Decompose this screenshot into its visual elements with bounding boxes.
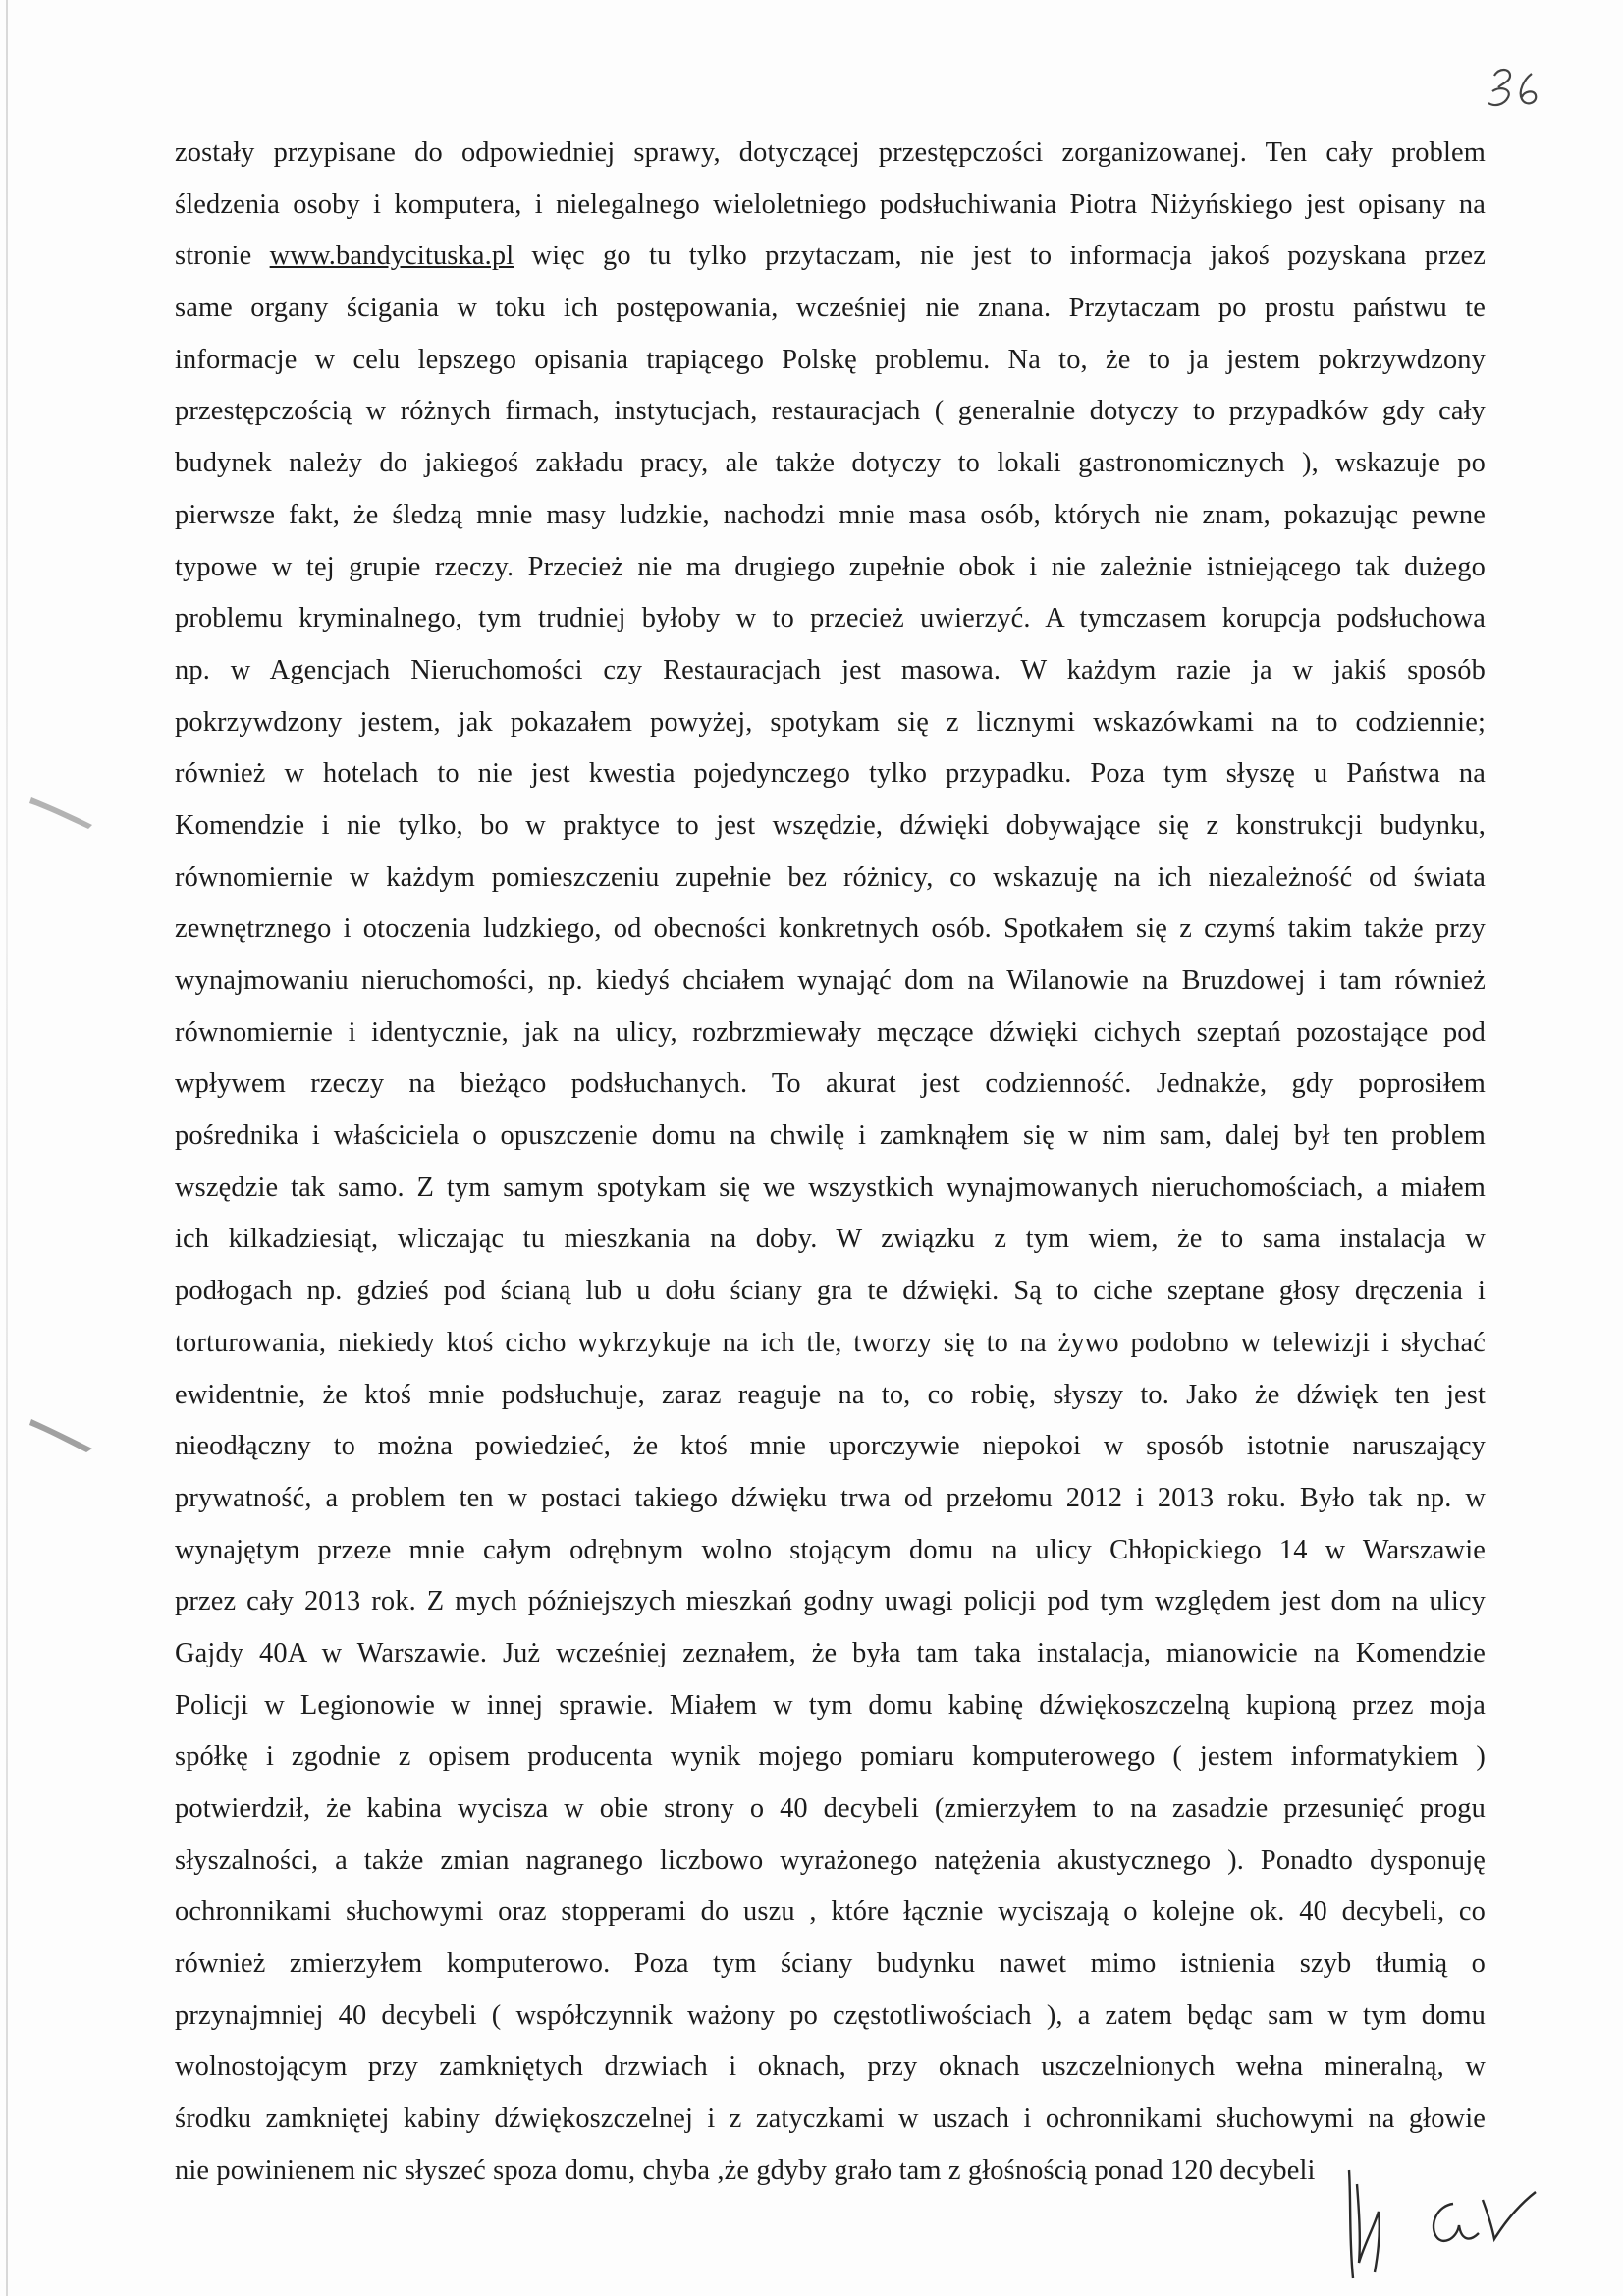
text-line: prywatność, a problem ten w postaci takiego dźwięku trwa od przełomu 2012 i 2013 roku. Było tak np. w <box>175 1482 1486 1513</box>
text-line: nieodłączny to można powiedzieć, że ktoś mnie uporczywie niepokoi w sposób istotnie naruszający <box>175 1431 1486 1462</box>
text-line: problemu kryminalnego, tym trudniej byłoby w to przecież uwierzyć. A tymczasem korupcja podsłuchowa <box>175 603 1486 634</box>
text-line: wolnostojącym przy zamkniętych drzwiach i oknach, przy oknach uszczelnionych wełna mineralną, w <box>175 2051 1486 2083</box>
text-line: typowe w tej grupie rzeczy. Przecież nie ma drugiego zupełnie obok i nie zależnie istniejącego tak dużego <box>175 551 1486 582</box>
scan-artifact-icon <box>27 795 96 835</box>
text-line: zewnętrznego i otoczenia ludzkiego, od obecności konkretnych osób. Spotkałem się z czymś takim także przy <box>175 913 1486 945</box>
page-number-mark <box>1473 54 1561 123</box>
text-line: pierwsze fakt, że śledzą mnie masy ludzkie, nachodzi mnie masa osób, których nie znam, pokazując pewne <box>175 499 1486 530</box>
text-line: wynajmowaniu nieruchomości, np. kiedyś chciałem wynająć dom na Wilanowie na Bruzdowej i tam również <box>175 965 1486 996</box>
text-line: same organy ścigania w toku ich postępowania, wcześniej nie znana. Przytaczam po prostu państwu te <box>175 293 1486 324</box>
text-line: równomiernie i identycznie, jak na ulicy, rozbrzmiewały męczące dźwięki cichych szeptań pozostające pod <box>175 1016 1486 1048</box>
text-line: wszędzie tak samo. Z tym samym spotykam się we wszystkich wynajmowanych nieruchomościach, a miałem <box>175 1172 1486 1203</box>
text-line: Policji w Legionowie w innej sprawie. Miałem w tym domu kabinę dźwiękoszczelną kupioną przez moja <box>175 1689 1486 1721</box>
text-line: równomiernie w każdym pomieszczeniu zupełnie bez różnicy, co wskazuję na ich niezależność od świata <box>175 861 1486 893</box>
text-line: np. w Agencjach Nieruchomości czy Restauracjach jest masowa. W każdym razie ja w jakiś sposób <box>175 654 1486 685</box>
text-line: nie powinienem nic słyszeć spoza domu, chyba ,że gdyby grało tam z głośnością ponad 120 decybeli <box>175 2155 1316 2186</box>
text-line: spółkę i zgodnie z opisem producenta wynik mojego pomiaru komputerowego ( jestem informatykiem ) <box>175 1741 1486 1773</box>
text-line: podłogach np. gdzieś pod ścianą lub u dołu ściany gra te dźwięki. Są to ciche szeptane głosy dręczenia i <box>175 1276 1486 1307</box>
text-line: również w hotelach to nie jest kwestia pojedynczego tylko przypadku. Poza tym słyszę u Państwa na <box>175 758 1486 790</box>
text-fragment: stronie <box>175 241 270 272</box>
text-line: ich kilkadziesiąt, wliczając tu mieszkania na doby. W związku z tym wiem, że to sama instalacja w <box>175 1224 1486 1255</box>
text-line: pośrednika i właściciela o opuszczenie domu na chwilę i zamknąłem się w nim sam, dalej był ten problem <box>175 1121 1486 1152</box>
document-body <box>175 128 1486 2198</box>
text-line: również zmierzyłem komputerowo. Poza tym ściany budynku nawet mimo istnienia szyb tłumią o <box>175 1948 1486 1980</box>
text-line: potwierdził, że kabina wycisza w obie strony o 40 decybeli (zmierzyłem to na zasadzie przesunięć progu <box>175 1793 1486 1824</box>
text-line: zostały przypisane do odpowiedniej sprawy, dotyczącej przestępczości zorganizowanej. Ten cały problem <box>175 137 1486 168</box>
text-line: ewidentnie, że ktoś mnie podsłuchuje, zaraz reaguje na to, co robię, słyszy to. Jako że dźwięk ten jest <box>175 1379 1486 1410</box>
text-line: śledzenia osoby i komputera, i nielegalnego wieloletniego podsłuchiwania Piotra Niżyńskiego jest opisany na <box>175 189 1486 220</box>
text-line: budynek należy do jakiegoś zakładu pracy, ale także dotyczy to lokali gastronomicznych ), wskazuje po <box>175 448 1486 479</box>
scan-artifact-icon <box>27 1419 96 1458</box>
text-line: torturowania, niekiedy ktoś cicho wykrzykuje na ich tle, tworzy się to na żywo podobno w telewizji i słychać <box>175 1327 1486 1358</box>
text-line: wynajętym przeze mnie całym odrębnym wolno stojącym domu na ulicy Chłopickiego 14 w Warszawie <box>175 1534 1486 1565</box>
website-link[interactable]: www.bandycituska.pl <box>269 241 514 272</box>
text-line: przestępczością w różnych firmach, instytucjach, restauracjach ( generalnie dotyczy to przypadków gdy cały <box>175 396 1486 427</box>
text-line: przynajmniej 40 decybeli ( współczynnik ważony po częstotliwościach ), a zatem będąc sam w tym domu <box>175 1999 1486 2031</box>
text-line: Gajdy 40A w Warszawie. Już wcześniej zeznałem, że była tam taka instalacja, mianowicie na Komendzie <box>175 1637 1486 1668</box>
text-fragment: więc go tu tylko przytaczam, nie jest to informacja jakoś pozyskana przez <box>514 241 1486 272</box>
text-line: przez cały 2013 rok. Z mych późniejszych mieszkań godny uwagi policji pod tym względem jest dom na ulicy <box>175 1586 1486 1617</box>
text-line: słyszalności, a także zmian nagranego liczbowo wyrażonego natężenia akustycznego ). Ponadto dysponuję <box>175 1844 1486 1876</box>
text-line: ochronnikami słuchowymi oraz stopperami do uszu , które łącznie wyciszają o kolejne ok. 40 decybeli, co <box>175 1896 1486 1928</box>
text-line: informacje w celu lepszego opisania trapiącego Polskę problemu. Na to, że to ja jestem pokrzywdzony <box>175 344 1486 375</box>
page-edge-shadow <box>6 0 8 2296</box>
text-line: pokrzywdzony jestem, jak pokazałem powyżej, spotykam się z licznymi wskazówkami na to codziennie; <box>175 706 1486 738</box>
text-line: Komendzie i nie tylko, bo w praktyce to jest wszędzie, dźwięki dobywające się z konstrukcji budynku, <box>175 809 1486 841</box>
handwritten-signature-icon <box>1335 2141 1571 2288</box>
text-line: wpływem rzeczy na bieżąco podsłuchanych. To akurat jest codzienność. Jednakże, gdy poprosiłem <box>175 1068 1486 1100</box>
text-line: środku zamkniętej kabiny dźwiękoszczelnej i z zatyczkami w uszach i ochronnikami słuchowymi na głowie <box>175 2104 1486 2135</box>
page-number-handwritten <box>1473 54 1561 123</box>
text-line <box>175 231 1486 283</box>
